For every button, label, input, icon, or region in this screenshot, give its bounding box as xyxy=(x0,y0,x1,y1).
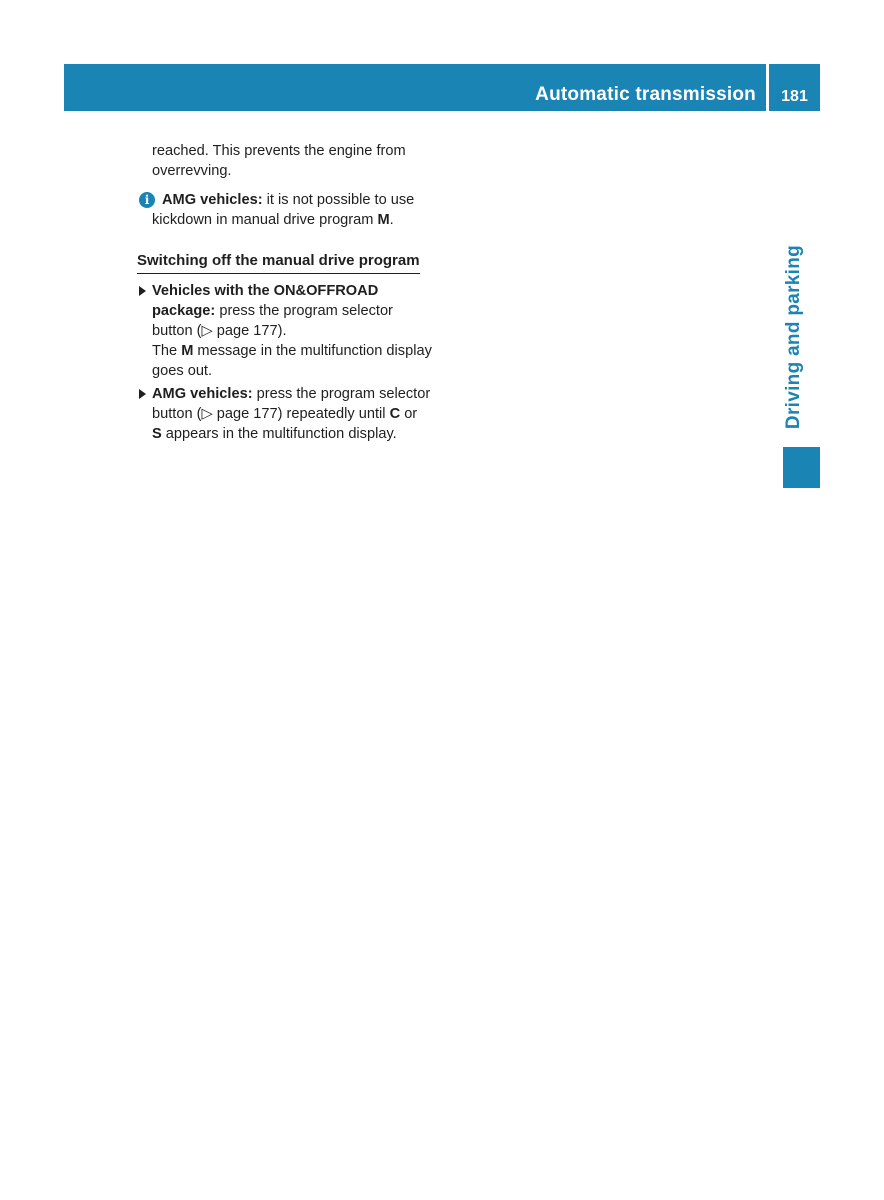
step-bold-c: C xyxy=(389,406,401,422)
step-result: message in the multifunction display xyxy=(193,343,432,359)
info-icon: i xyxy=(139,192,155,208)
step-bold-s: S xyxy=(152,426,162,442)
step-text: press the program selector xyxy=(252,386,431,402)
chapter-tab-marker xyxy=(783,447,820,488)
step-bold: AMG vehicles: xyxy=(152,386,253,402)
note-program-m: M xyxy=(377,212,390,228)
step-result-bold: M xyxy=(181,343,194,359)
main-content xyxy=(137,141,447,444)
step-result: The xyxy=(152,343,182,359)
step-text: or xyxy=(400,406,418,422)
intro-line: overrevving. xyxy=(152,163,232,179)
step-bold: package: xyxy=(152,303,216,319)
chapter-tab xyxy=(780,236,808,438)
section-heading: Switching off the manual drive program xyxy=(137,250,420,274)
note-text: kickdown in manual drive program xyxy=(152,212,378,228)
page-number: 181 xyxy=(781,88,808,105)
note-bold-label: AMG vehicles: xyxy=(162,192,263,208)
section-title: Automatic transmission xyxy=(535,84,756,105)
step-text: button (▷ page 177) repeatedly until xyxy=(152,406,390,422)
step-bold: Vehicles with the ON&OFFROAD xyxy=(152,283,379,299)
page-header xyxy=(64,64,820,111)
step-result: goes out. xyxy=(152,363,213,379)
step-text: appears in the multifunction display. xyxy=(161,426,397,442)
chapter-tab-label: Driving and parking xyxy=(783,244,804,430)
info-note xyxy=(137,190,447,230)
step-text: button (▷ page 177). xyxy=(152,323,287,339)
intro-line: reached. This prevents the engine from xyxy=(152,143,406,159)
step-item xyxy=(137,384,447,444)
step-text: press the program selector xyxy=(215,303,393,319)
step-item xyxy=(137,281,447,381)
note-text: it is not possible to use xyxy=(262,192,415,208)
arrow-right-icon xyxy=(139,286,146,296)
intro-paragraph xyxy=(137,141,447,181)
arrow-right-icon xyxy=(139,389,146,399)
note-end: . xyxy=(389,212,394,228)
